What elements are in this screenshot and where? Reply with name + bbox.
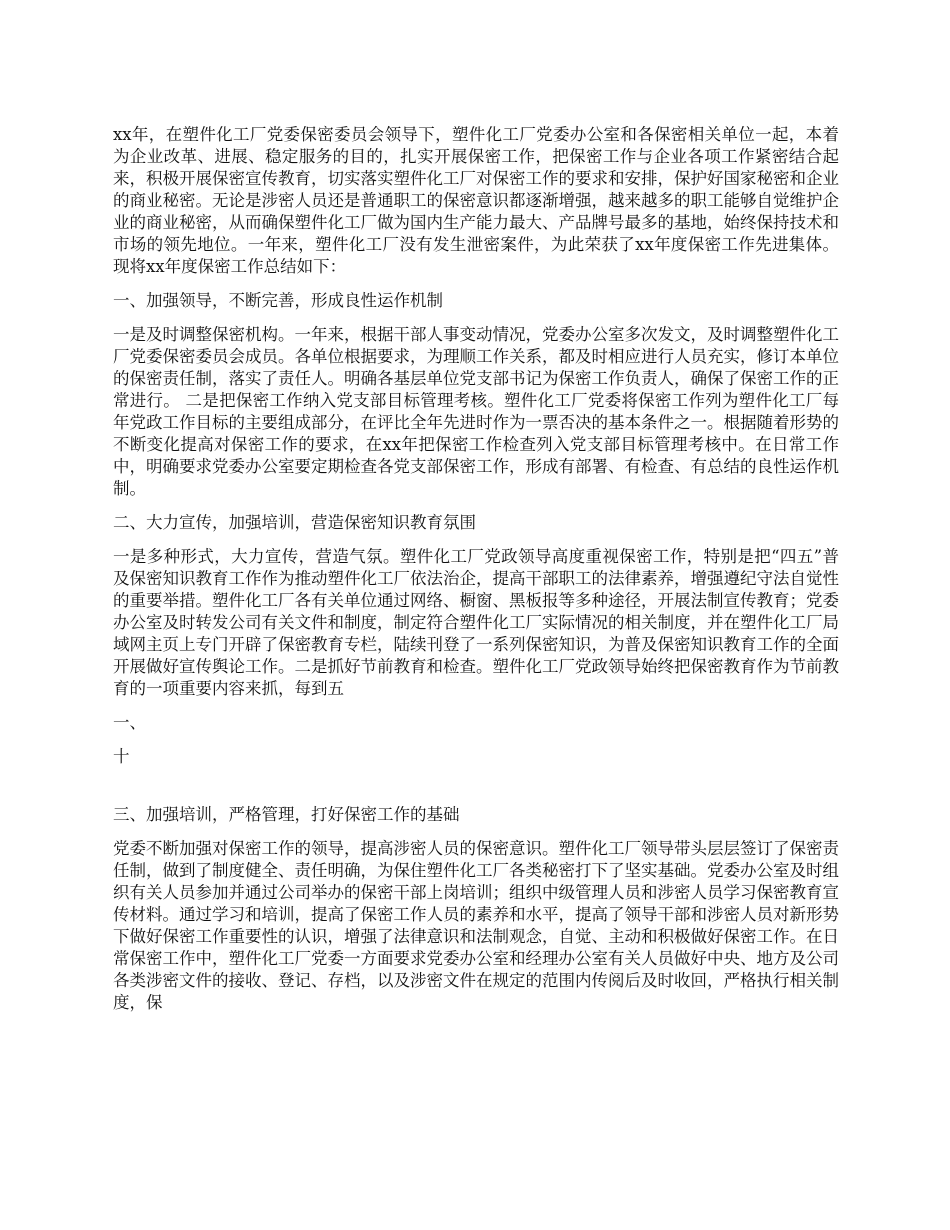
section-2-heading: 二、大力宣传，加强培训，营造保密知识教育氛围 bbox=[113, 513, 476, 532]
fragment-line-2: 十 bbox=[113, 747, 130, 766]
intro-paragraph: xx年，在塑件化工厂党委保密委员会领导下，塑件化工厂党委办公室和各保密相关单位一起，本着为企业改革、进展、稳定服务的目的，扎实开展保密工作，把保密工作与企业各项工作紧密结合起来，积极开展保密宣传教育，切实落实塑件化工厂对保密工作的要求和安排，保护好国家秘密和企业的商业秘密。无论是涉密人员还是普通职工的保密意识都逐渐增强，越来越多的职工能够自觉维护企业的商业秘密，从而确保塑件化工厂做为国内生产能力最大、产品牌号最多的基地，始终保持技术和市场的领先地位。一年来，塑件化工厂没有发生泄密案件，为此荣获了xx年度保密工作先进集体。现将xx年度保密工作总结如下： bbox=[113, 125, 839, 276]
section-1-paragraph: 一是及时调整保密机构。一年来，根据干部人事变动情况，党委办公室多次发文，及时调整塑件化工厂党委保密委员会成员。各单位根据要求，为理顺工作关系，都及时相应进行人员充实，修订本单位的保密责任制，落实了责任人。明确各基层单位党支部书记为保密工作负责人，确保了保密工作的正常进行。 二是把保密工作纳入党支部目标管理考核。塑件化工厂党委将保密工作列为塑件化工厂每年党政工作目标的主要组成部分，在评比全年先进时作为一票否决的基本条件之一。根据随着形势的不断变化提高对保密工作的要求，在xx年把保密工作检查列入党支部目标管理考核中。在日常工作中，明确要求党委办公室要定期检查各党支部保密工作，形成有部署、有检查、有总结的良性运作机制。 bbox=[113, 325, 839, 498]
fragment-line-1: 一、 bbox=[113, 713, 146, 732]
section-1-heading: 一、加强领导，不断完善，形成良性运作机制 bbox=[113, 291, 443, 310]
document-body bbox=[113, 124, 839, 1026]
section-2-paragraph: 一是多种形式，大力宣传，营造气氛。塑件化工厂党政领导高度重视保密工作，特别是把“四五”普及保密知识教育工作作为推动塑件化工厂依法治企，提高干部职工的法律素养，增强遵纪守法自觉性的重要举措。塑件化工厂各有关单位通过网络、橱窗、黑板报等多种途径，开展法制宣传教育；党委办公室及时转发公司有关文件和制度，制定符合塑件化工厂实际情况的相关制度，并在塑件化工厂局域网主页上专门开辟了保密教育专栏，陆续刊登了一系列保密知识，为普及保密知识教育工作的全面开展做好宣传舆论工作。二是抓好节前教育和检查。塑件化工厂党政领导始终把保密教育作为节前教育的一项重要内容来抓，每到五 bbox=[113, 547, 839, 698]
section-3-heading: 三、加强培训，严格管理，打好保密工作的基础 bbox=[113, 805, 460, 824]
section-3-paragraph: 党委不断加强对保密工作的领导，提高涉密人员的保密意识。塑件化工厂领导带头层层签订了保密责任制，做到了制度健全、责任明确，为保住塑件化工厂各类秘密打下了坚实基础。党委办公室及时组织有关人员参加并通过公司举办的保密干部上岗培训；组织中级管理人员和涉密人员学习保密教育宣传材料。通过学习和培训，提高了保密工作人员的素养和水平，提高了领导干部和涉密人员对新形势下做好保密工作重要性的认识，增强了法律意识和法制观念，自觉、主动和积极做好保密工作。在日常保密工作中，塑件化工厂党委一方面要求党委办公室和经理办公室有关人员做好中央、地方及公司各类涉密文件的接收、登记、存档，以及涉密文件在规定的范围内传阅后及时收回，严格执行相关制度，保 bbox=[113, 839, 839, 1012]
